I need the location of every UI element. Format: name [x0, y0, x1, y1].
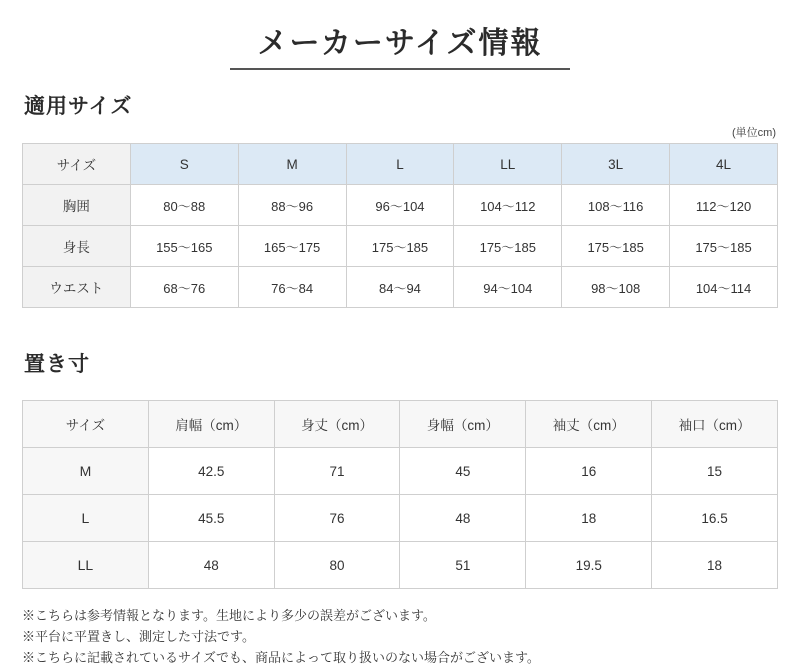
row-header-m: M: [23, 448, 149, 495]
cell: 18: [652, 542, 778, 589]
row-header-waist: ウエスト: [23, 267, 131, 308]
title-underline: [230, 68, 570, 70]
cell: 71: [274, 448, 400, 495]
column-header-4l: 4L: [670, 144, 778, 185]
cell: 175〜185: [454, 226, 562, 267]
cell: 104〜114: [670, 267, 778, 308]
table-row: [23, 226, 778, 267]
column-header-s: S: [130, 144, 238, 185]
section-title-flat-measurements: 置き寸: [24, 353, 90, 376]
cell: 175〜185: [346, 226, 454, 267]
cell: 16: [526, 448, 652, 495]
column-header-sleeve-length: 袖丈（cm）: [526, 401, 652, 448]
column-header-body-length: 身丈（cm）: [274, 401, 400, 448]
column-header-l: L: [346, 144, 454, 185]
cell: 108〜116: [562, 185, 670, 226]
cell: 175〜185: [562, 226, 670, 267]
footnote-line: ※こちらは参考情報となります。生地により多少の誤差がございます。: [22, 608, 436, 623]
row-header-ll: LL: [23, 542, 149, 589]
cell: 15: [652, 448, 778, 495]
cell: 112〜120: [670, 185, 778, 226]
cell: 80〜88: [130, 185, 238, 226]
cell: 80: [274, 542, 400, 589]
cell: 48: [148, 542, 274, 589]
section-spacer: [22, 308, 778, 348]
section-spacer-small: [22, 382, 778, 400]
table-row: [23, 267, 778, 308]
cell: 48: [400, 495, 526, 542]
cell: 19.5: [526, 542, 652, 589]
table-row: [23, 495, 778, 542]
page-title: メーカーサイズ情報: [257, 27, 543, 60]
cell: 84〜94: [346, 267, 454, 308]
cell: 175〜185: [670, 226, 778, 267]
footnote-line: ※平台に平置きし、測定した寸法です。: [22, 629, 255, 645]
cell: 155〜165: [130, 226, 238, 267]
cell: 104〜112: [454, 185, 562, 226]
row-header-l: L: [23, 495, 149, 542]
column-header-cuff: 袖口（cm）: [652, 401, 778, 448]
footnote-line: ※こちらに記載されているサイズでも、商品によって取り扱いのない場合がございます。: [22, 650, 540, 666]
column-header-size: サイズ: [23, 401, 149, 448]
table-header-row: [23, 401, 778, 448]
column-header-shoulder-width: 肩幅（cm）: [148, 401, 274, 448]
row-header-chest: 胸囲: [23, 185, 131, 226]
cell: 98〜108: [562, 267, 670, 308]
table-row: [23, 185, 778, 226]
row-header-height: 身長: [23, 226, 131, 267]
cell: 94〜104: [454, 267, 562, 308]
column-header-ll: LL: [454, 144, 562, 185]
cell: 96〜104: [346, 185, 454, 226]
table-row: [23, 448, 778, 495]
footnotes: [22, 605, 778, 668]
cell: 18: [526, 495, 652, 542]
cell: 42.5: [148, 448, 274, 495]
flat-measurements-table: [22, 400, 778, 589]
table-row: [23, 542, 778, 589]
cell: 165〜175: [238, 226, 346, 267]
column-header-size: サイズ: [23, 144, 131, 185]
column-header-3l: 3L: [562, 144, 670, 185]
column-header-body-width: 身幅（cm）: [400, 401, 526, 448]
cell: 45: [400, 448, 526, 495]
cell: 76: [274, 495, 400, 542]
cell: 68〜76: [130, 267, 238, 308]
cell: 76〜84: [238, 267, 346, 308]
applicable-size-table: [22, 143, 778, 308]
unit-note: (単位cm): [732, 127, 776, 139]
cell: 16.5: [652, 495, 778, 542]
section-title-applicable-size: 適用サイズ: [24, 95, 133, 118]
cell: 51: [400, 542, 526, 589]
cell: 88〜96: [238, 185, 346, 226]
table-header-row: [23, 144, 778, 185]
column-header-m: M: [238, 144, 346, 185]
cell: 45.5: [148, 495, 274, 542]
